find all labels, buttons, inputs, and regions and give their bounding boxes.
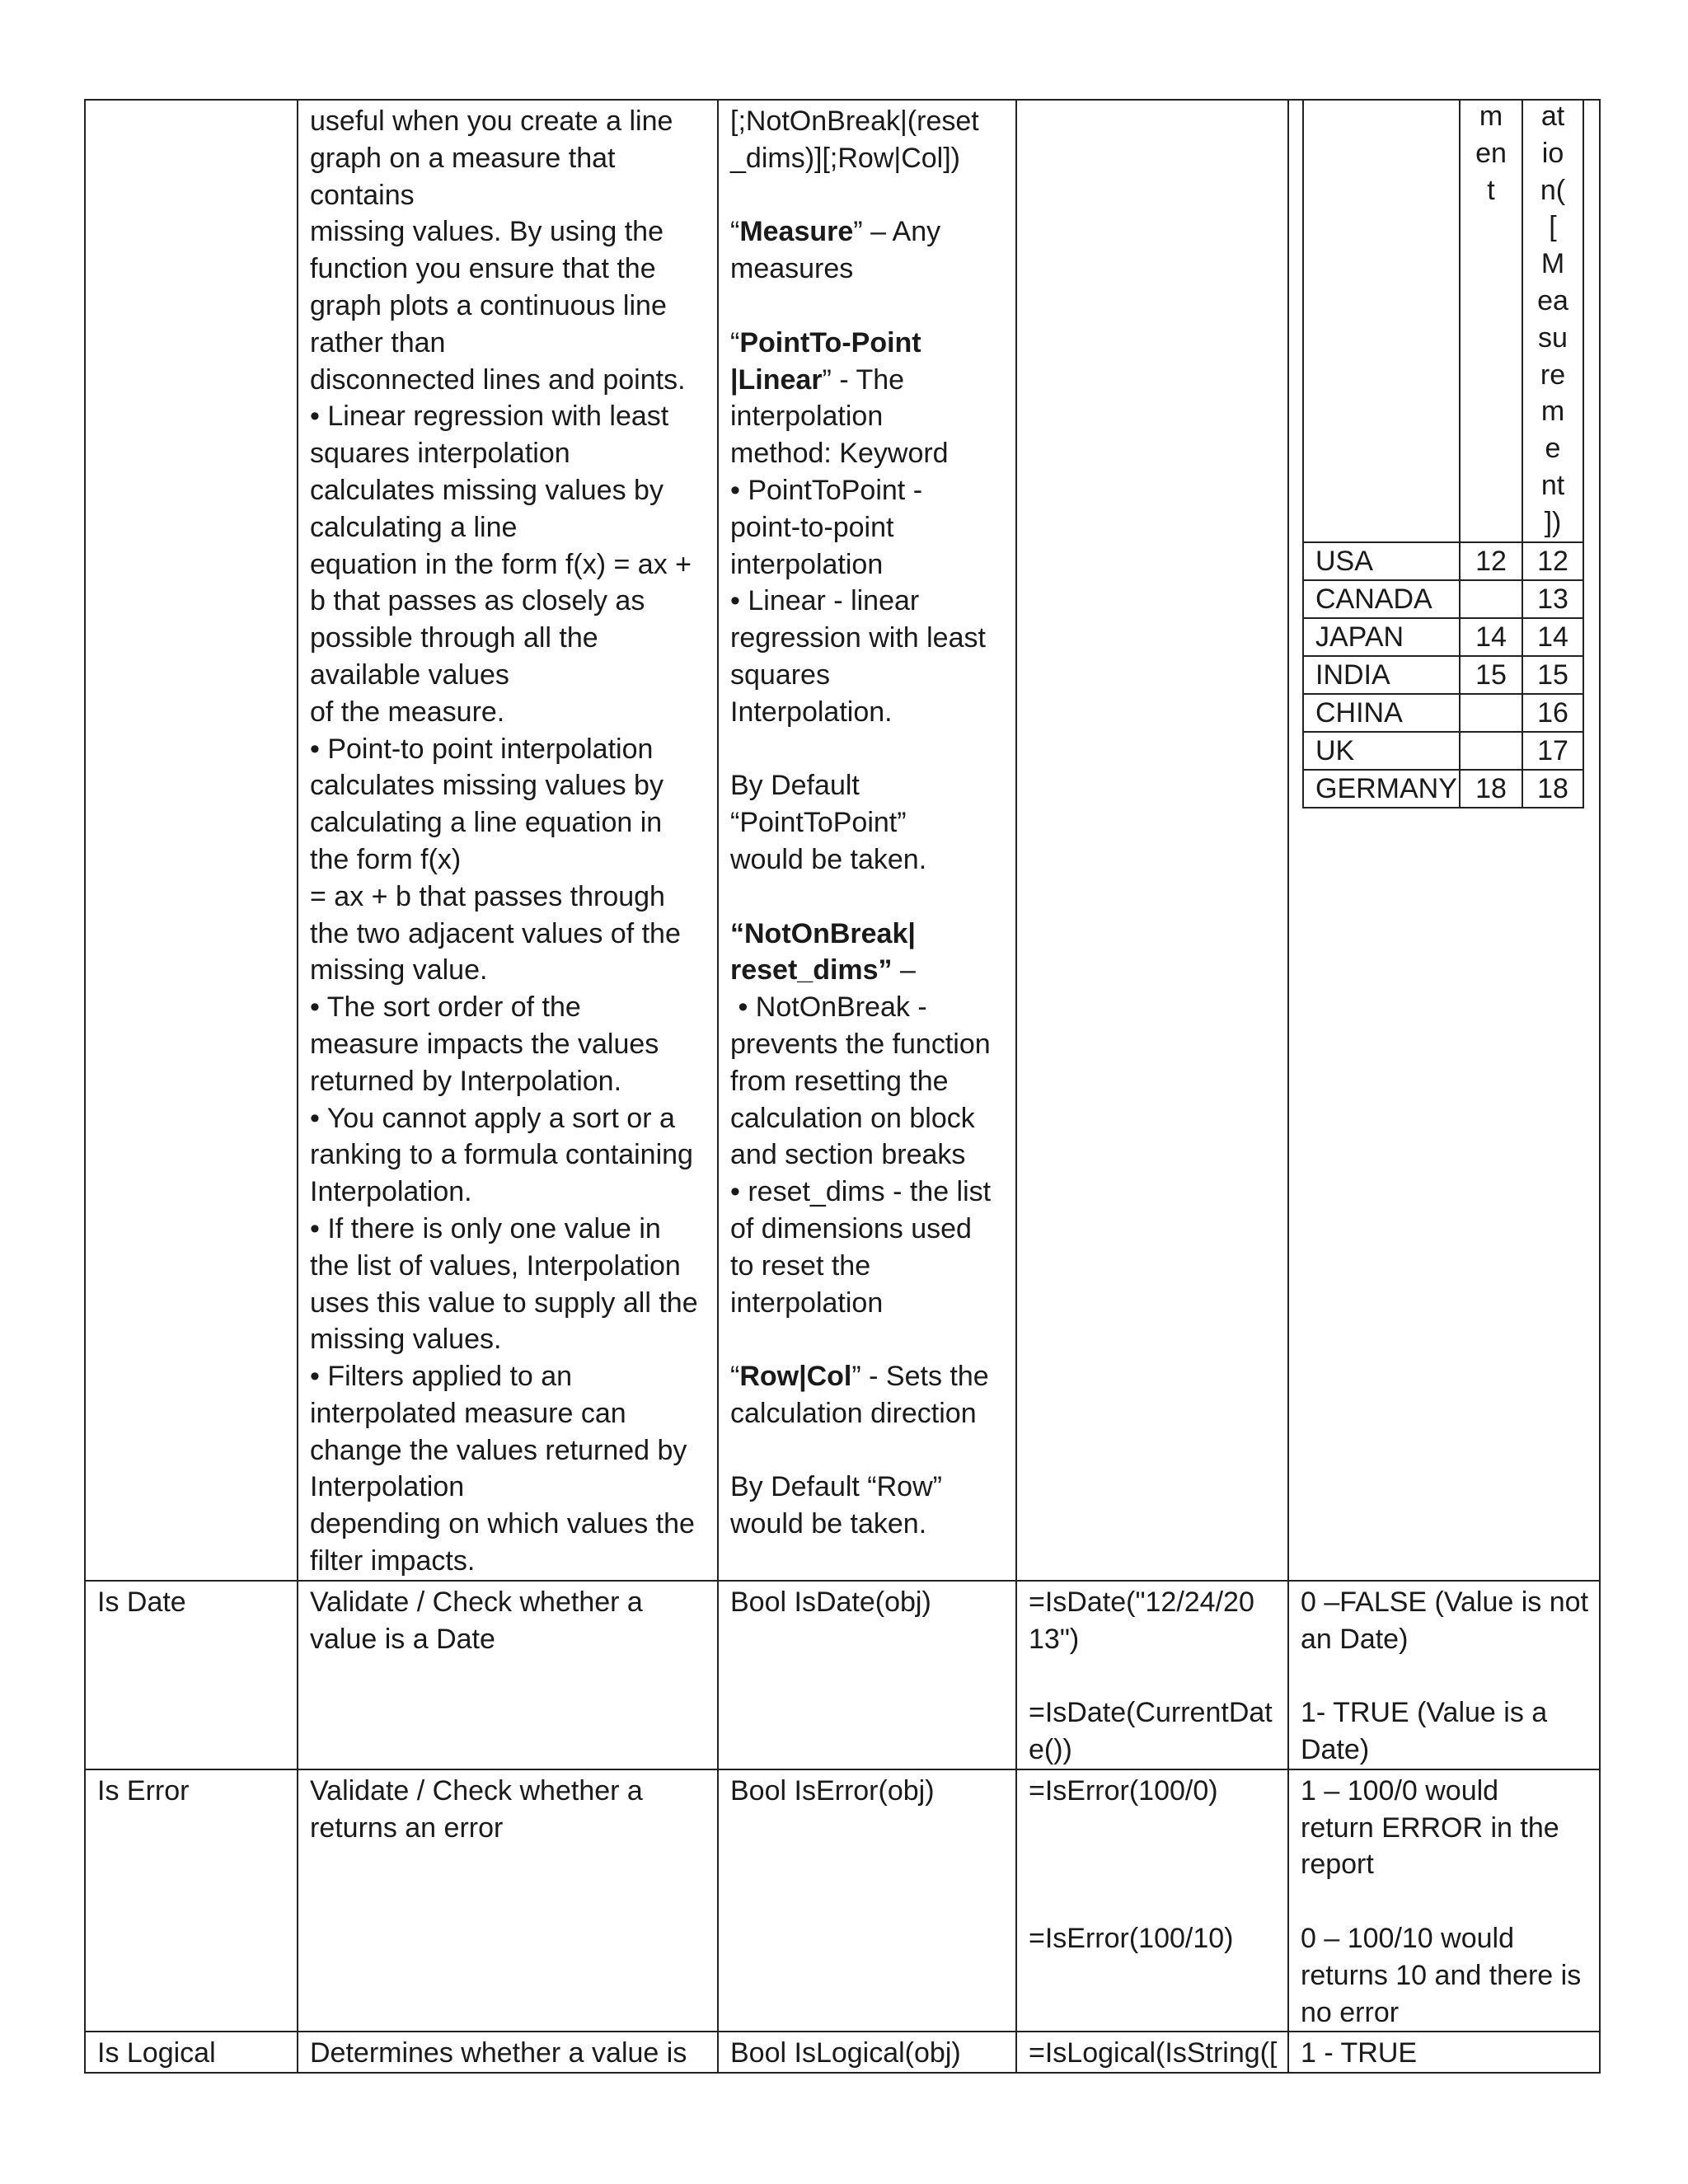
interpolation-cell: 17 [1522,732,1583,770]
interpolation-result-table [1302,100,1584,808]
description-line: squares interpolation [310,438,570,470]
function-name-cell: Is Date [85,1581,298,1769]
description-line: • You cannot apply a sort or a [310,1102,675,1134]
description-cell: Determines whether a value is [298,2032,718,2073]
syntax-cell: Bool IsError(obj) [718,1769,1016,2032]
description-line: Interpolation [310,1471,465,1503]
header-fragment: io [1541,137,1564,169]
description-line: the form f(x) [310,843,462,875]
syntax-line: [;NotOnBreak|(reset [730,105,979,137]
measurement-cell: 15 [1460,656,1522,694]
header-fragment: n( [1540,174,1566,206]
description-line: ranking to a formula containing [310,1139,693,1171]
table-row-interpolation [85,100,1600,1581]
description-cell: Validate / Check whether a returns an error [298,1769,718,2032]
description-line: graph plots a continuous line [310,289,667,321]
result-row [1303,656,1583,694]
description-line: possible through all the [310,622,598,654]
syntax-line: from resetting the [730,1065,949,1097]
header-fragment: ]) [1544,506,1562,538]
result-row [1303,770,1583,808]
header-fragment: m [1479,101,1503,132]
syntax-line: • PointToPoint - [730,474,923,506]
syntax-line: • NotOnBreak - [730,991,927,1024]
description-cell [298,100,718,1581]
result-header-row [1303,100,1583,542]
description-line: uses this value to supply all the [310,1286,698,1319]
description-line: the list of values, Interpolation [310,1249,681,1282]
header-measurement [1460,100,1522,542]
description-line: • Linear regression with least [310,401,669,433]
syntax-line: squares [730,658,830,691]
table-row-islogical [85,2032,1600,2073]
country-cell: USA [1303,542,1460,580]
measurement-cell: 12 [1460,542,1522,580]
syntax-line: and section breaks [730,1139,966,1171]
syntax-cell: Bool IsDate(obj) [718,1581,1016,1769]
header-fragment: m [1540,396,1565,428]
notonbreak-param: reset_dims” – [730,954,916,987]
interpolation-cell: 15 [1522,656,1583,694]
interpolation-cell: 13 [1522,580,1583,618]
country-cell: INDIA [1303,656,1460,694]
description-line: • Point-to point interpolation [310,733,654,765]
description-line: useful when you create a line [310,105,673,137]
function-name-cell [85,100,298,1581]
description-text [310,103,706,1580]
syntax-line: measures [730,253,854,285]
country-cell: JAPAN [1303,618,1460,656]
description-line: missing value. [310,954,488,987]
function-reference-table [84,99,1601,2074]
example-cell: =IsLogical(IsString([ [1016,2032,1288,2073]
description-line: function you ensure that the [310,253,656,285]
function-name-cell: Is Error [85,1769,298,2032]
syntax-line: _dims)][;Row|Col]) [730,142,960,174]
syntax-line: interpolation [730,401,884,433]
interpolation-cell: 12 [1522,542,1583,580]
country-cell: UK [1303,732,1460,770]
description-line: depending on which values the [310,1508,695,1540]
header-interpolation [1522,100,1583,542]
description-line: the two adjacent values of the [310,917,681,949]
measurement-cell [1460,694,1522,732]
description-line: • The sort order of the [310,991,581,1024]
syntax-line: By Default “Row” [730,1471,942,1503]
header-country [1303,100,1460,542]
result-row [1303,618,1583,656]
syntax-cell [718,100,1016,1581]
description-line: = ax + b that passes through [310,880,665,912]
measurement-cell: 18 [1460,770,1522,808]
interpolation-cell: 14 [1522,618,1583,656]
header-fragment: su [1538,321,1568,354]
measurement-cell: 14 [1460,618,1522,656]
pointtopoint-param: “PointTo-Point [730,326,921,359]
pointtopoint-param: |Linear” - The [730,363,905,396]
syntax-line: point-to-point [730,511,894,543]
description-line: calculates missing values by [310,770,663,802]
syntax-line: Interpolation. [730,696,893,728]
notonbreak-param: “NotOnBreak| [730,917,916,949]
syntax-cell: Bool IsLogical(obj) [718,2032,1016,2073]
description-line: missing values. By using the [310,216,663,248]
syntax-line: “PointToPoint” [730,807,907,839]
description-line: disconnected lines and points. [310,363,686,396]
header-fragment: at [1540,101,1565,132]
description-line: rather than [310,326,446,359]
result-row [1303,694,1583,732]
description-line: contains [310,179,415,211]
description-line: equation in the form f(x) = ax + [310,548,692,580]
syntax-line: calculation on block [730,1102,975,1134]
country-cell: GERMANY [1303,770,1460,808]
header-fragment: t [1487,174,1495,206]
result-cell: 1 - TRUE [1288,2032,1600,2073]
syntax-line: would be taken. [730,1508,927,1540]
description-line: Interpolation. [310,1176,472,1208]
description-line: of the measure. [310,696,505,728]
description-line: calculating a line equation in [310,807,663,839]
result-row [1303,580,1583,618]
syntax-line: interpolation [730,548,884,580]
description-line: available values [310,658,509,691]
header-fragment: [ [1549,211,1557,243]
example-cell: =IsDate("12/24/20 13") =IsDate(CurrentDat e()) [1016,1581,1288,1769]
function-name-cell: Is Logical [85,2032,298,2073]
result-cell: 0 –FALSE (Value is not an Date) 1- TRUE (Value is a Date) [1288,1581,1600,1769]
description-line: calculates missing values by [310,474,663,506]
document-page [84,99,1599,2074]
example-cell [1016,100,1288,1581]
interpolation-cell: 18 [1522,770,1583,808]
description-line: measure impacts the values [310,1028,659,1060]
syntax-line: By Default [730,770,860,802]
description-line: calculating a line [310,511,518,543]
result-cell [1288,100,1600,1581]
syntax-line: • Linear - linear [730,585,920,617]
syntax-line: to reset the [730,1249,871,1282]
description-line: • Filters applied to an [310,1361,573,1393]
measure-param: “Measure” – Any [730,216,941,248]
header-fragment: re [1540,359,1566,391]
description-cell: Validate / Check whether a value is a Date [298,1581,718,1769]
header-fragment: ea [1537,284,1568,316]
header-fragment: e [1545,433,1561,465]
description-line: returned by Interpolation. [310,1065,622,1097]
syntax-line: prevents the function [730,1028,991,1060]
result-row [1303,732,1583,770]
description-line: • If there is only one value in [310,1212,661,1244]
header-fragment: M [1540,248,1565,280]
description-line: interpolated measure can [310,1397,626,1429]
table-row-isdate [85,1581,1600,1769]
country-cell: CANADA [1303,580,1460,618]
measurement-cell [1460,732,1522,770]
result-row [1303,542,1583,580]
syntax-line: interpolation [730,1286,884,1319]
table-row-iserror [85,1769,1600,2032]
example-cell: =IsError(100/0) =IsError(100/10) [1016,1769,1288,2032]
syntax-line: would be taken. [730,843,927,875]
syntax-line: method: Keyword [730,438,949,470]
interpolation-cell: 16 [1522,694,1583,732]
description-line: b that passes as closely as [310,585,645,617]
syntax-line: regression with least [730,622,986,654]
header-fragment: en [1475,137,1507,169]
country-cell: CHINA [1303,694,1460,732]
description-line: change the values returned by [310,1434,687,1466]
description-line: missing values. [310,1324,502,1356]
description-line: filter impacts. [310,1545,476,1577]
result-cell: 1 – 100/0 would return ERROR in the report 0 – 100/10 would returns 10 and there is no error [1288,1769,1600,2032]
rowcol-param: “Row|Col” - Sets the [730,1361,989,1393]
syntax-line: • reset_dims - the list [730,1176,992,1208]
description-line: graph on a measure that [310,142,616,174]
syntax-line: calculation direction [730,1397,977,1429]
measurement-cell [1460,580,1522,618]
syntax-line: of dimensions used [730,1212,972,1244]
header-fragment: nt [1540,469,1565,501]
